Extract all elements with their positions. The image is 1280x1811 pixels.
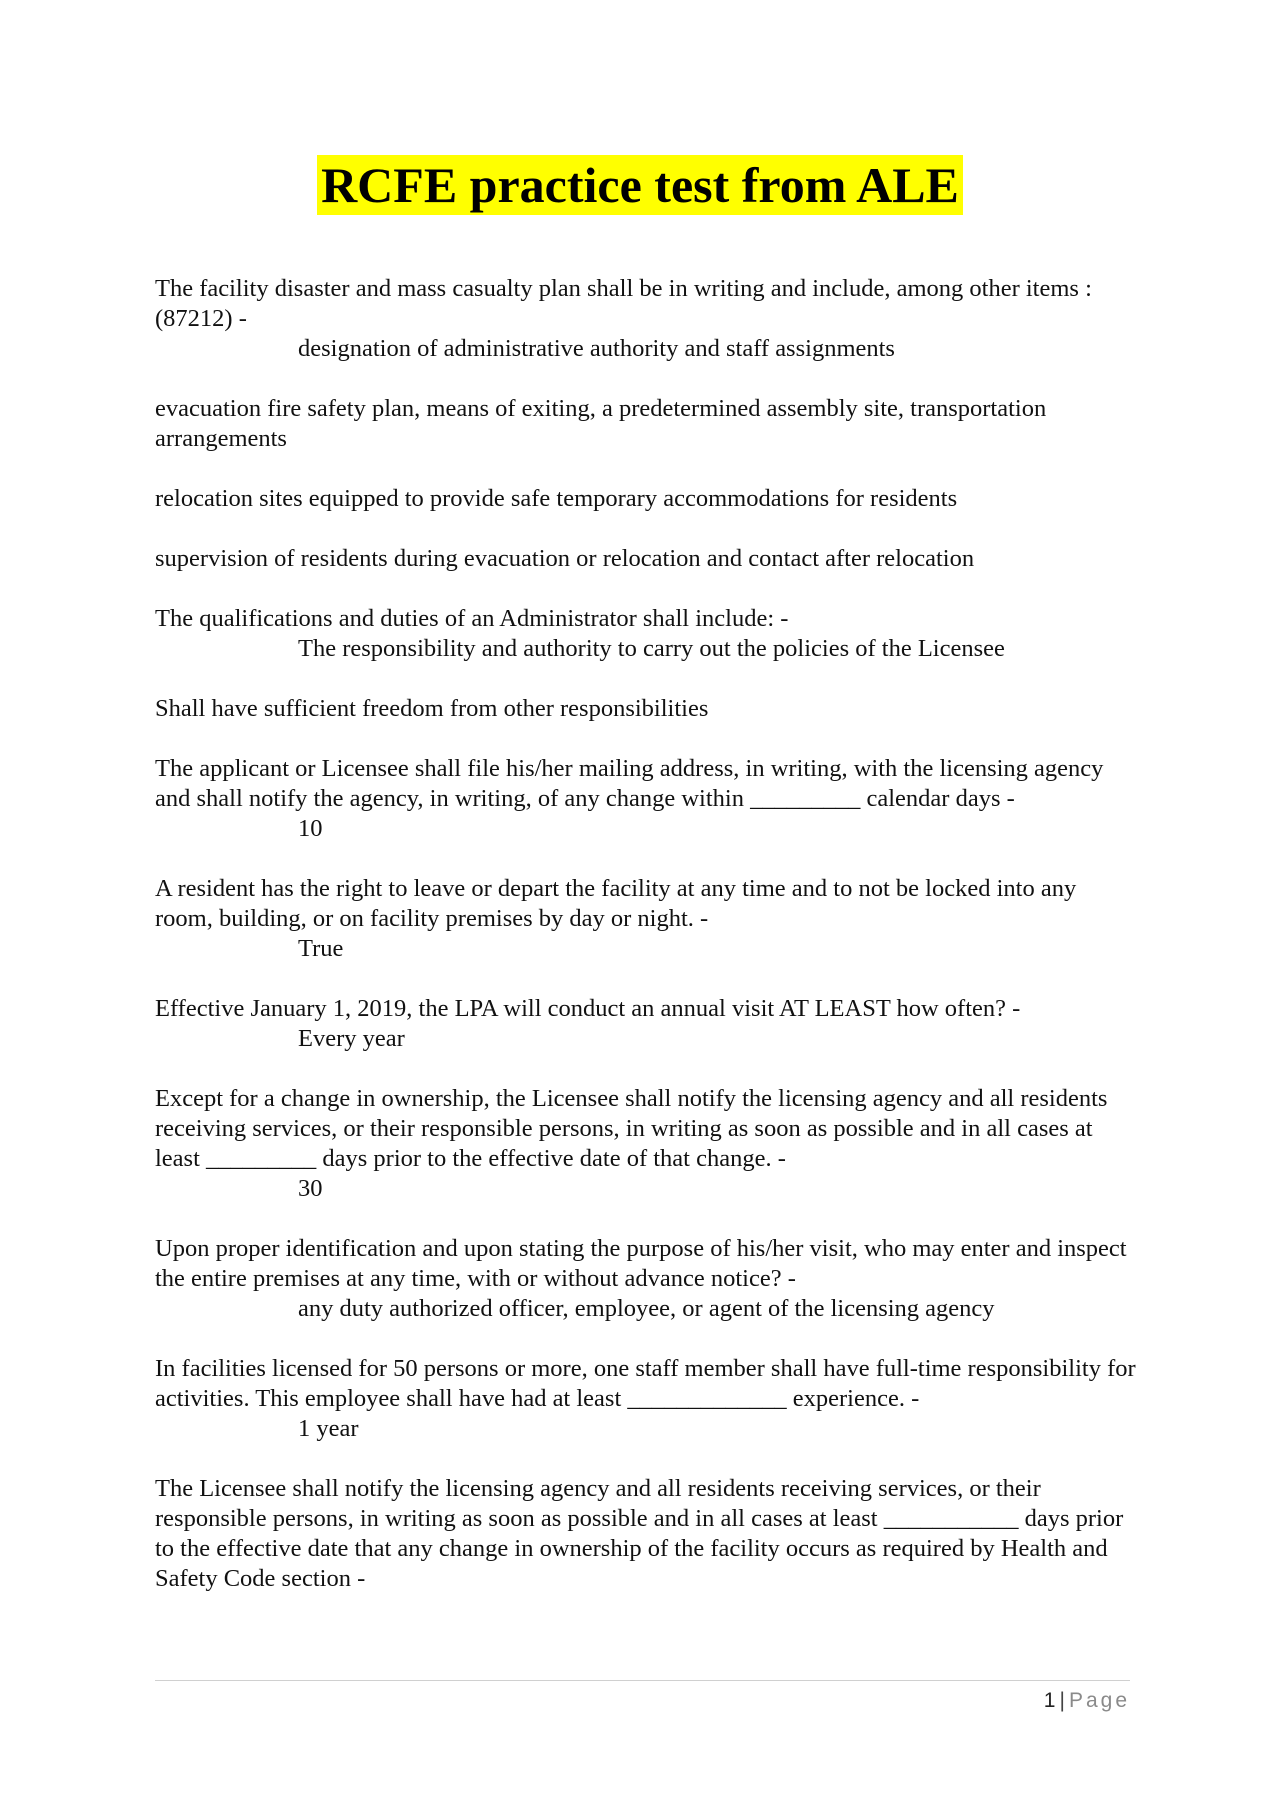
- question-text: Effective January 1, 2019, the LPA will conduct an annual visit AT LEAST how often? -: [155, 995, 1021, 1022]
- answer-text: The responsibility and authority to carry out the policies of the Licensee: [298, 635, 1005, 662]
- question-text: The applicant or Licensee shall file his/her mailing address, in writing, with the licensing agency and shall notify the agency, in writing, of any change within _________ calendar days -: [155, 755, 1104, 812]
- answer-text: 1 year: [298, 1415, 359, 1442]
- page-label: Page: [1068, 1689, 1130, 1712]
- answer-text: 30: [298, 1175, 323, 1202]
- page-footer: [1044, 1688, 1130, 1714]
- answer-text: True: [298, 935, 344, 962]
- paragraph-text: supervision of residents during evacuation or relocation and contact after relocation: [155, 545, 975, 572]
- answer-text: Every year: [298, 1025, 405, 1052]
- footer-separator: |: [1059, 1689, 1065, 1712]
- question-text: A resident has the right to leave or depart the facility at any time and to not be locked into any room, building, or on facility premises by day or night. -: [155, 875, 1077, 932]
- answer-text: any duty authorized officer, employee, or agent of the licensing agency: [298, 1295, 995, 1322]
- title-container: [0, 155, 1280, 215]
- page-number: 1: [1043, 1689, 1056, 1712]
- answer-text: 10: [298, 815, 323, 842]
- document-body: [155, 274, 1140, 1594]
- document-title: RCFE practice test from ALE: [317, 155, 963, 215]
- question-text: Except for a change in ownership, the Licensee shall notify the licensing agency and all residents receiving services, or their responsible persons, in writing as soon as possible and in all cases at least _________ days prior to the effective date of that change. -: [155, 1085, 1108, 1172]
- paragraph-text: evacuation fire safety plan, means of exiting, a predetermined assembly site, transportation arrangements: [155, 395, 1047, 452]
- paragraph-text: relocation sites equipped to provide safe temporary accommodations for residents: [155, 485, 958, 512]
- question-text: The Licensee shall notify the licensing agency and all residents receiving services, or their responsible persons, in writing as soon as possible and in all cases at least ___________ days prior to the effective date that any change in ownership of the facility occurs as required by Health and Safety Code section -: [155, 1475, 1124, 1592]
- question-text: The facility disaster and mass casualty plan shall be in writing and include, among other items : (87212) -: [155, 275, 1092, 332]
- paragraph-text: Shall have sufficient freedom from other responsibilities: [155, 695, 709, 722]
- question-text: In facilities licensed for 50 persons or more, one staff member shall have full-time responsibility for activities. This employee shall have had at least _____________ experience. -: [155, 1355, 1136, 1412]
- question-text: The qualifications and duties of an Administrator shall include: -: [155, 605, 789, 632]
- footer-divider: [155, 1680, 1130, 1681]
- answer-text: designation of administrative authority and staff assignments: [298, 335, 895, 362]
- question-text: Upon proper identification and upon stating the purpose of his/her visit, who may enter and inspect the entire premises at any time, with or without advance notice? -: [155, 1235, 1127, 1292]
